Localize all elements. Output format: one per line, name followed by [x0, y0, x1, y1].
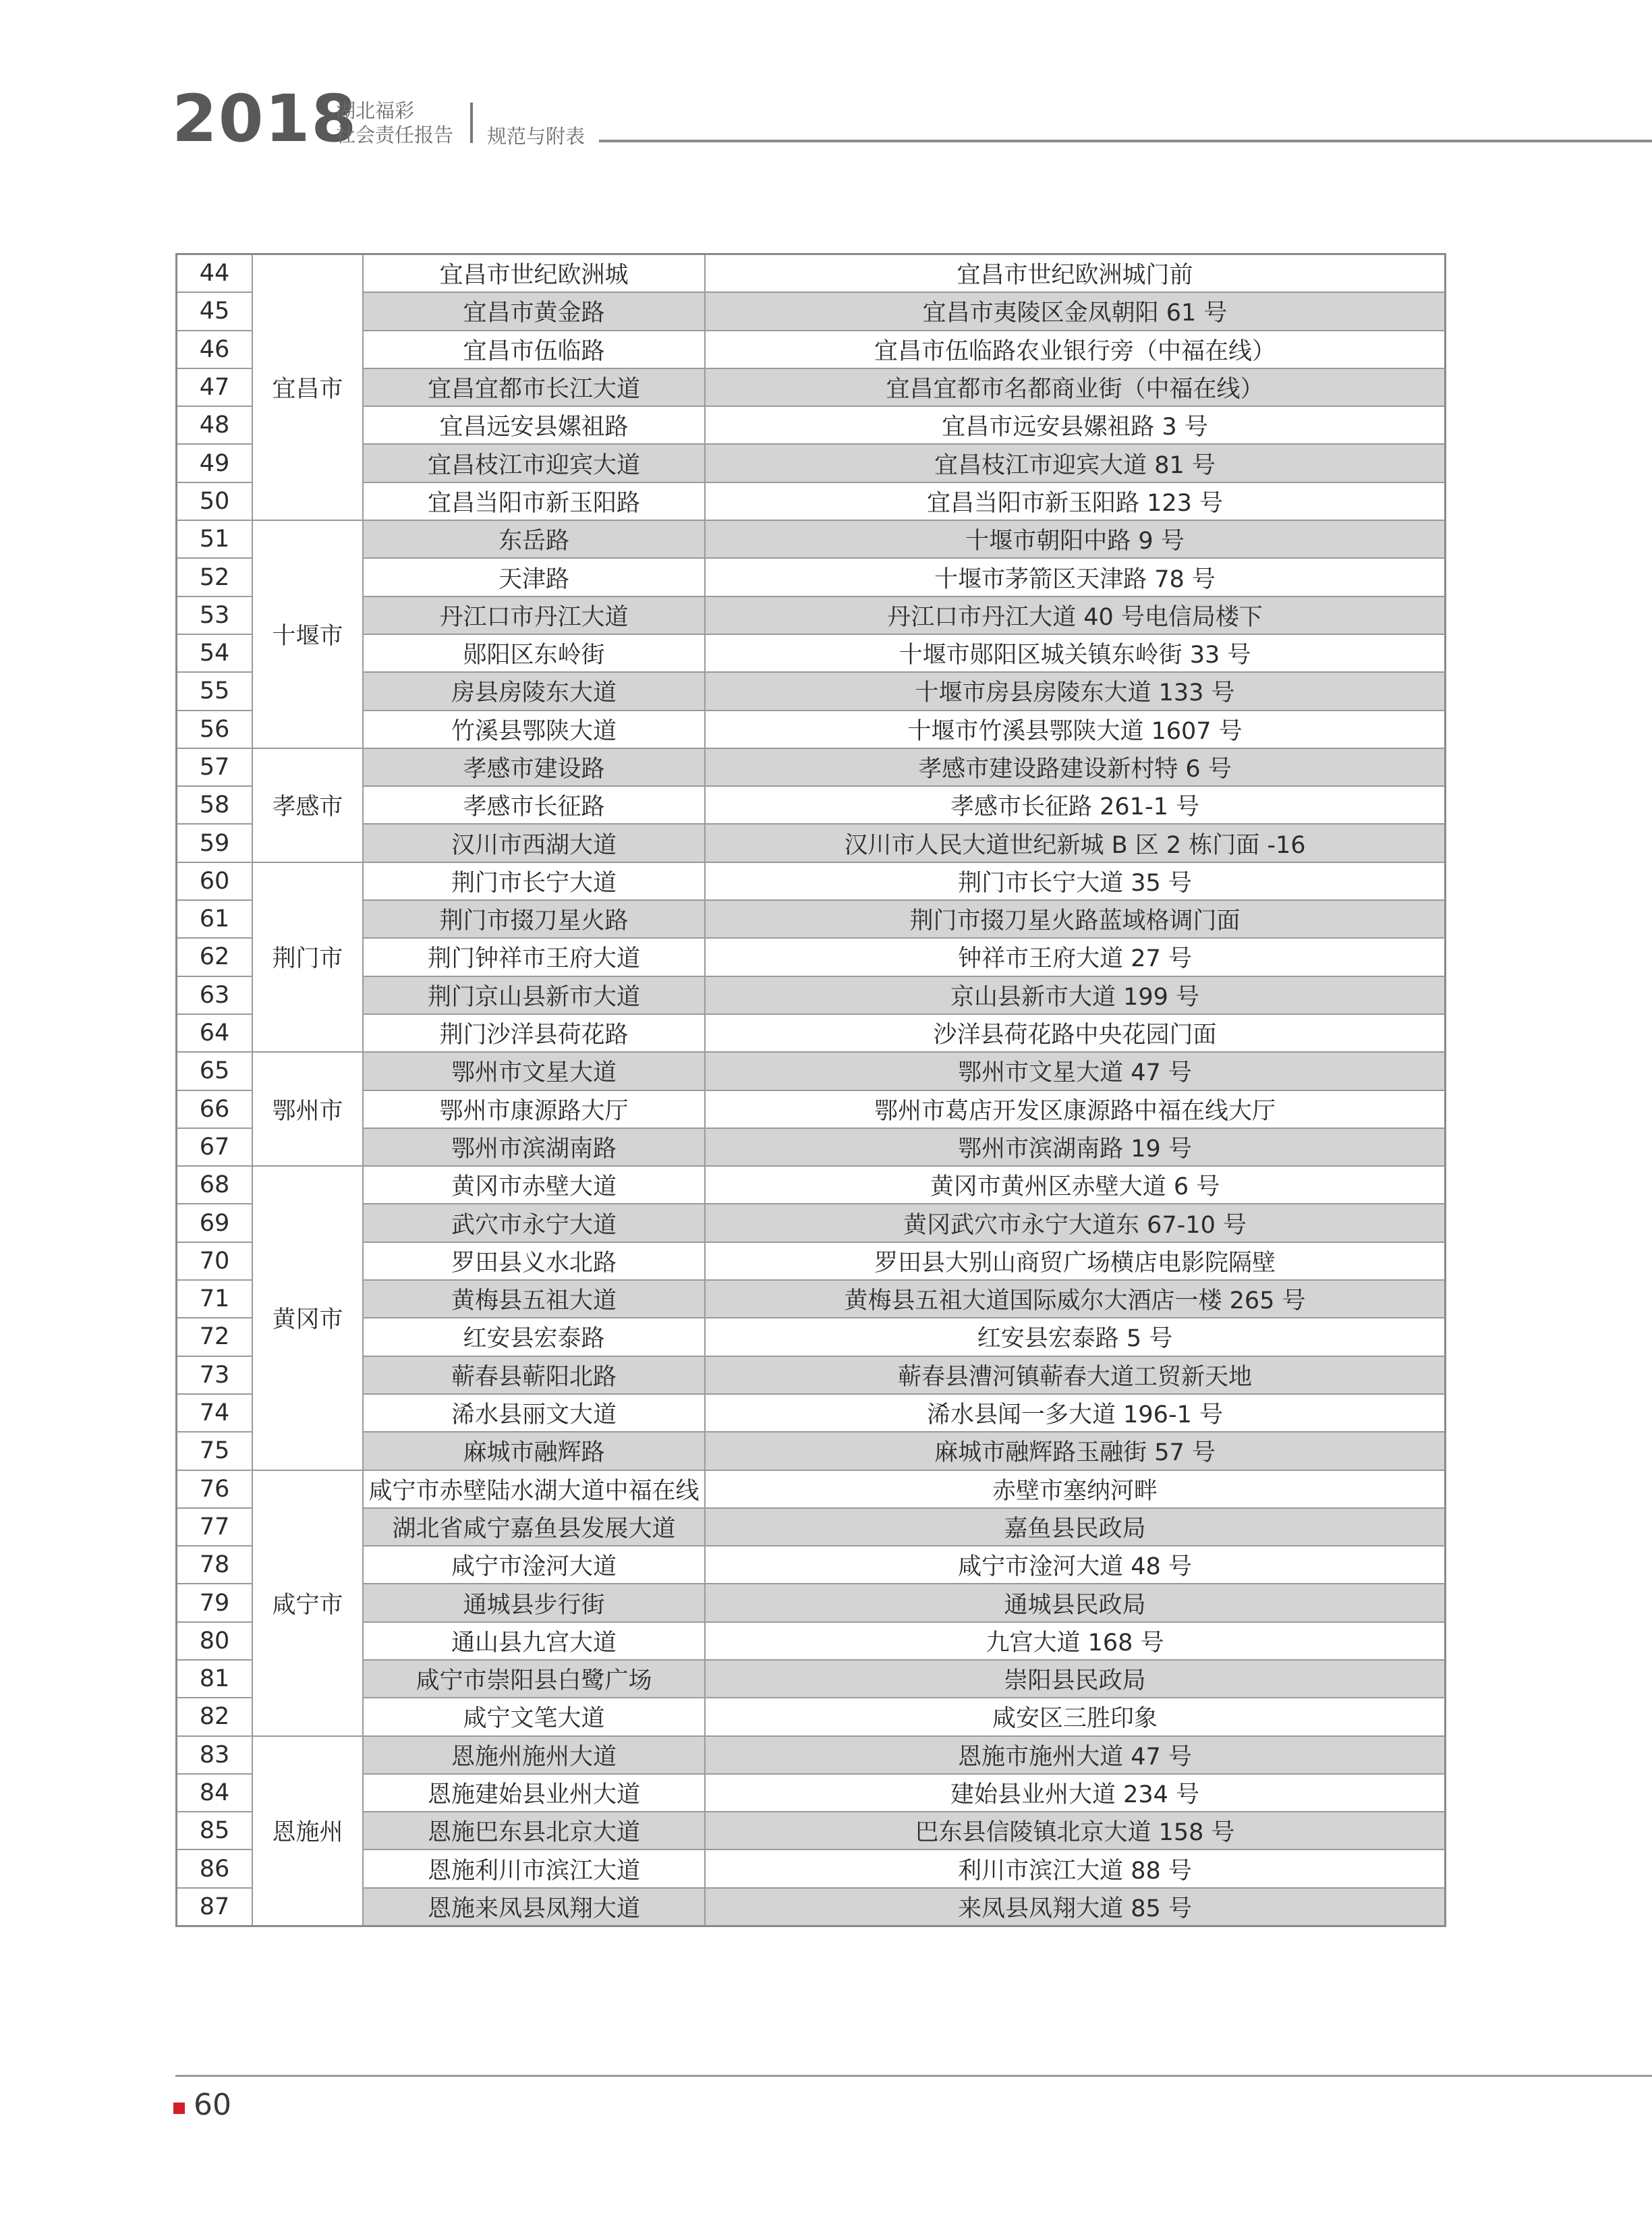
- outlet-address: 丹江口市丹江大道 40 号电信局楼下: [705, 596, 1446, 634]
- outlet-address: 荆门市掇刀星火路蓝域格调门面: [705, 900, 1446, 938]
- outlet-name: 鄂州市康源路大厅: [363, 1090, 705, 1128]
- table-row: [177, 1166, 1446, 1204]
- table-row: [177, 1052, 1446, 1090]
- table-row: [177, 1698, 1446, 1735]
- outlet-address: 咸宁市淦河大道 48 号: [705, 1546, 1446, 1584]
- section-title: 规范与附表: [487, 125, 586, 148]
- outlet-name: 武穴市永宁大道: [363, 1204, 705, 1242]
- table-row: [177, 976, 1446, 1014]
- header-rule: [599, 140, 1652, 142]
- outlet-address: 宜昌枝江市迎宾大道 81 号: [705, 444, 1446, 482]
- row-number: 51: [177, 520, 253, 558]
- row-number: 66: [177, 1090, 253, 1128]
- outlet-name: 恩施建始县业州大道: [363, 1774, 705, 1812]
- outlet-address: 十堰市竹溪县鄂陕大道 1607 号: [705, 711, 1446, 748]
- row-number: 49: [177, 444, 253, 482]
- outlet-address: 宜昌市夷陵区金凤朝阳 61 号: [705, 292, 1446, 330]
- row-number: 69: [177, 1204, 253, 1242]
- outlet-name: 天津路: [363, 558, 705, 596]
- outlet-address: 通城县民政局: [705, 1584, 1446, 1621]
- table-row: [177, 862, 1446, 900]
- table-row: [177, 711, 1446, 748]
- table-row: [177, 558, 1446, 596]
- outlet-name: 荆门京山县新市大道: [363, 976, 705, 1014]
- table-row: [177, 1242, 1446, 1280]
- row-number: 76: [177, 1470, 253, 1508]
- row-number: 63: [177, 976, 253, 1014]
- row-number: 64: [177, 1014, 253, 1052]
- outlet-name: 鄂州市文星大道: [363, 1052, 705, 1090]
- city-cell: 恩施州: [252, 1736, 363, 1926]
- outlet-name: 咸宁市赤壁陆水湖大道中福在线: [363, 1470, 705, 1508]
- outlet-name: 咸宁文笔大道: [363, 1698, 705, 1735]
- outlet-name: 黄冈市赤壁大道: [363, 1166, 705, 1204]
- row-number: 73: [177, 1356, 253, 1394]
- outlet-address: 嘉鱼县民政局: [705, 1508, 1446, 1546]
- outlet-name: 恩施来凤县凤翔大道: [363, 1888, 705, 1926]
- outlet-name: 宜昌市世纪欧洲城: [363, 254, 705, 293]
- outlet-address: 咸安区三胜印象: [705, 1698, 1446, 1735]
- report-subtitle: [336, 99, 453, 147]
- footer-rule: [175, 2075, 1652, 2077]
- outlet-name: 郧阳区东岭街: [363, 634, 705, 672]
- outlet-address: 黄冈市黄州区赤壁大道 6 号: [705, 1166, 1446, 1204]
- outlet-name: 咸宁市崇阳县白鹭广场: [363, 1660, 705, 1698]
- outlet-name: 东岳路: [363, 520, 705, 558]
- row-number: 65: [177, 1052, 253, 1090]
- city-cell: 黄冈市: [252, 1166, 363, 1470]
- outlet-name: 宜昌当阳市新玉阳路: [363, 482, 705, 520]
- outlet-name: 通城县步行街: [363, 1584, 705, 1621]
- city-cell: 鄂州市: [252, 1052, 363, 1166]
- page-header: [0, 0, 1652, 155]
- outlet-name: 罗田县义水北路: [363, 1242, 705, 1280]
- subtitle-line-1: 湖北福彩: [336, 99, 415, 122]
- outlet-name: 孝感市长征路: [363, 786, 705, 824]
- table-row: [177, 1546, 1446, 1584]
- table-row: [177, 1660, 1446, 1698]
- row-number: 55: [177, 672, 253, 710]
- city-cell: 宜昌市: [252, 254, 363, 521]
- page-marker-icon: [173, 2103, 185, 2114]
- table-row: [177, 1849, 1446, 1887]
- table-row: [177, 938, 1446, 976]
- outlet-address: 京山县新市大道 199 号: [705, 976, 1446, 1014]
- outlet-address: 黄梅县五祖大道国际威尔大酒店一楼 265 号: [705, 1280, 1446, 1318]
- outlet-address: 罗田县大别山商贸广场横店电影院隔壁: [705, 1242, 1446, 1280]
- row-number: 83: [177, 1736, 253, 1774]
- table-row: [177, 406, 1446, 444]
- outlet-address: 鄂州市葛店开发区康源路中福在线大厅: [705, 1090, 1446, 1128]
- outlet-name: 红安县宏泰路: [363, 1318, 705, 1356]
- row-number: 82: [177, 1698, 253, 1735]
- table-row: [177, 1622, 1446, 1660]
- row-number: 85: [177, 1812, 253, 1849]
- outlet-address: 荆门市长宁大道 35 号: [705, 862, 1446, 900]
- outlet-address: 巴东县信陵镇北京大道 158 号: [705, 1812, 1446, 1849]
- row-number: 56: [177, 711, 253, 748]
- outlet-name: 恩施州施州大道: [363, 1736, 705, 1774]
- outlet-name: 浠水县丽文大道: [363, 1394, 705, 1432]
- row-number: 59: [177, 824, 253, 862]
- table-row: [177, 596, 1446, 634]
- outlet-address: 鄂州市文星大道 47 号: [705, 1052, 1446, 1090]
- row-number: 54: [177, 634, 253, 672]
- outlet-address: 孝感市长征路 261-1 号: [705, 786, 1446, 824]
- row-number: 58: [177, 786, 253, 824]
- subtitle-line-2: 社会责任报告: [336, 123, 454, 146]
- row-number: 44: [177, 254, 253, 293]
- row-number: 50: [177, 482, 253, 520]
- outlet-name: 恩施巴东县北京大道: [363, 1812, 705, 1849]
- outlet-address: 宜昌市远安县嫘祖路 3 号: [705, 406, 1446, 444]
- row-number: 60: [177, 862, 253, 900]
- table-row: [177, 254, 1446, 293]
- table-row: [177, 1318, 1446, 1356]
- header-divider: [470, 103, 473, 143]
- row-number: 78: [177, 1546, 253, 1584]
- outlet-table-body: [177, 254, 1446, 1926]
- row-number: 48: [177, 406, 253, 444]
- outlet-name: 黄梅县五祖大道: [363, 1280, 705, 1318]
- table-row: [177, 1584, 1446, 1621]
- row-number: 61: [177, 900, 253, 938]
- outlet-address: 宜昌市世纪欧洲城门前: [705, 254, 1446, 293]
- outlet-address: 宜昌市伍临路农业银行旁（中福在线）: [705, 331, 1446, 368]
- table-row: [177, 748, 1446, 786]
- table-row: [177, 1014, 1446, 1052]
- table-row: [177, 1394, 1446, 1432]
- table-row: [177, 1888, 1446, 1926]
- outlet-name: 宜昌远安县嫘祖路: [363, 406, 705, 444]
- outlet-address: 利川市滨江大道 88 号: [705, 1849, 1446, 1887]
- outlet-name: 宜昌宜都市长江大道: [363, 368, 705, 406]
- table-row: [177, 520, 1446, 558]
- outlet-name: 通山县九宫大道: [363, 1622, 705, 1660]
- outlet-name: 丹江口市丹江大道: [363, 596, 705, 634]
- table-row: [177, 900, 1446, 938]
- page-number: 60: [194, 2088, 231, 2122]
- outlet-name: 恩施利川市滨江大道: [363, 1849, 705, 1887]
- outlet-name: 荆门市掇刀星火路: [363, 900, 705, 938]
- outlet-address: 麻城市融辉路玉融街 57 号: [705, 1432, 1446, 1470]
- outlet-address: 孝感市建设路建设新村特 6 号: [705, 748, 1446, 786]
- outlet-address: 汉川市人民大道世纪新城 B 区 2 栋门面 -16: [705, 824, 1446, 862]
- table-row: [177, 368, 1446, 406]
- outlet-address: 九宫大道 168 号: [705, 1622, 1446, 1660]
- outlet-name: 咸宁市淦河大道: [363, 1546, 705, 1584]
- outlet-address: 鄂州市滨湖南路 19 号: [705, 1128, 1446, 1166]
- row-number: 52: [177, 558, 253, 596]
- row-number: 79: [177, 1584, 253, 1621]
- table-row: [177, 824, 1446, 862]
- outlet-table: [175, 253, 1446, 1927]
- row-number: 47: [177, 368, 253, 406]
- city-cell: 孝感市: [252, 748, 363, 862]
- outlet-address: 十堰市茅箭区天津路 78 号: [705, 558, 1446, 596]
- table-row: [177, 444, 1446, 482]
- table-row: [177, 1356, 1446, 1394]
- row-number: 86: [177, 1849, 253, 1887]
- outlet-address: 崇阳县民政局: [705, 1660, 1446, 1698]
- row-number: 81: [177, 1660, 253, 1698]
- row-number: 71: [177, 1280, 253, 1318]
- table-row: [177, 786, 1446, 824]
- outlet-address: 宜昌当阳市新玉阳路 123 号: [705, 482, 1446, 520]
- outlet-address: 十堰市朝阳中路 9 号: [705, 520, 1446, 558]
- table-row: [177, 1204, 1446, 1242]
- row-number: 77: [177, 1508, 253, 1546]
- outlet-address: 黄冈武穴市永宁大道东 67-10 号: [705, 1204, 1446, 1242]
- table-row: [177, 1736, 1446, 1774]
- row-number: 74: [177, 1394, 253, 1432]
- row-number: 67: [177, 1128, 253, 1166]
- outlet-name: 麻城市融辉路: [363, 1432, 705, 1470]
- outlet-name: 宜昌市黄金路: [363, 292, 705, 330]
- table-row: [177, 1090, 1446, 1128]
- table-row: [177, 1508, 1446, 1546]
- outlet-name: 荆门市长宁大道: [363, 862, 705, 900]
- outlet-name: 湖北省咸宁嘉鱼县发展大道: [363, 1508, 705, 1546]
- outlet-address: 钟祥市王府大道 27 号: [705, 938, 1446, 976]
- outlet-address: 来凤县凤翔大道 85 号: [705, 1888, 1446, 1926]
- outlet-address: 蕲春县漕河镇蕲春大道工贸新天地: [705, 1356, 1446, 1394]
- table-row: [177, 482, 1446, 520]
- table-row: [177, 634, 1446, 672]
- city-cell: 荆门市: [252, 862, 363, 1052]
- row-number: 70: [177, 1242, 253, 1280]
- outlet-address: 恩施市施州大道 47 号: [705, 1736, 1446, 1774]
- outlet-address: 建始县业州大道 234 号: [705, 1774, 1446, 1812]
- outlet-name: 汉川市西湖大道: [363, 824, 705, 862]
- table-row: [177, 1774, 1446, 1812]
- outlet-name: 房县房陵东大道: [363, 672, 705, 710]
- outlet-address: 十堰市郧阳区城关镇东岭街 33 号: [705, 634, 1446, 672]
- outlet-name: 荆门沙洋县荷花路: [363, 1014, 705, 1052]
- outlet-name: 孝感市建设路: [363, 748, 705, 786]
- table-row: [177, 331, 1446, 368]
- outlet-address: 浠水县闻一多大道 196-1 号: [705, 1394, 1446, 1432]
- report-year: 2018: [172, 81, 358, 157]
- outlet-address: 十堰市房县房陵东大道 133 号: [705, 672, 1446, 710]
- outlet-address: 宜昌宜都市名都商业街（中福在线）: [705, 368, 1446, 406]
- outlet-address: 红安县宏泰路 5 号: [705, 1318, 1446, 1356]
- outlet-address: 赤壁市塞纳河畔: [705, 1470, 1446, 1508]
- table-row: [177, 1128, 1446, 1166]
- row-number: 72: [177, 1318, 253, 1356]
- outlet-name: 竹溪县鄂陕大道: [363, 711, 705, 748]
- row-number: 46: [177, 331, 253, 368]
- city-cell: 咸宁市: [252, 1470, 363, 1736]
- row-number: 75: [177, 1432, 253, 1470]
- table-row: [177, 672, 1446, 710]
- table-row: [177, 1812, 1446, 1849]
- outlet-name: 荆门钟祥市王府大道: [363, 938, 705, 976]
- outlet-name: 宜昌枝江市迎宾大道: [363, 444, 705, 482]
- table-row: [177, 1432, 1446, 1470]
- outlet-name: 蕲春县蕲阳北路: [363, 1356, 705, 1394]
- table-row: [177, 292, 1446, 330]
- row-number: 87: [177, 1888, 253, 1926]
- row-number: 68: [177, 1166, 253, 1204]
- row-number: 53: [177, 596, 253, 634]
- row-number: 57: [177, 748, 253, 786]
- row-number: 80: [177, 1622, 253, 1660]
- outlet-name: 鄂州市滨湖南路: [363, 1128, 705, 1166]
- table-row: [177, 1280, 1446, 1318]
- outlet-address: 沙洋县荷花路中央花园门面: [705, 1014, 1446, 1052]
- table-row: [177, 1470, 1446, 1508]
- row-number: 84: [177, 1774, 253, 1812]
- row-number: 45: [177, 292, 253, 330]
- city-cell: 十堰市: [252, 520, 363, 748]
- row-number: 62: [177, 938, 253, 976]
- outlet-name: 宜昌市伍临路: [363, 331, 705, 368]
